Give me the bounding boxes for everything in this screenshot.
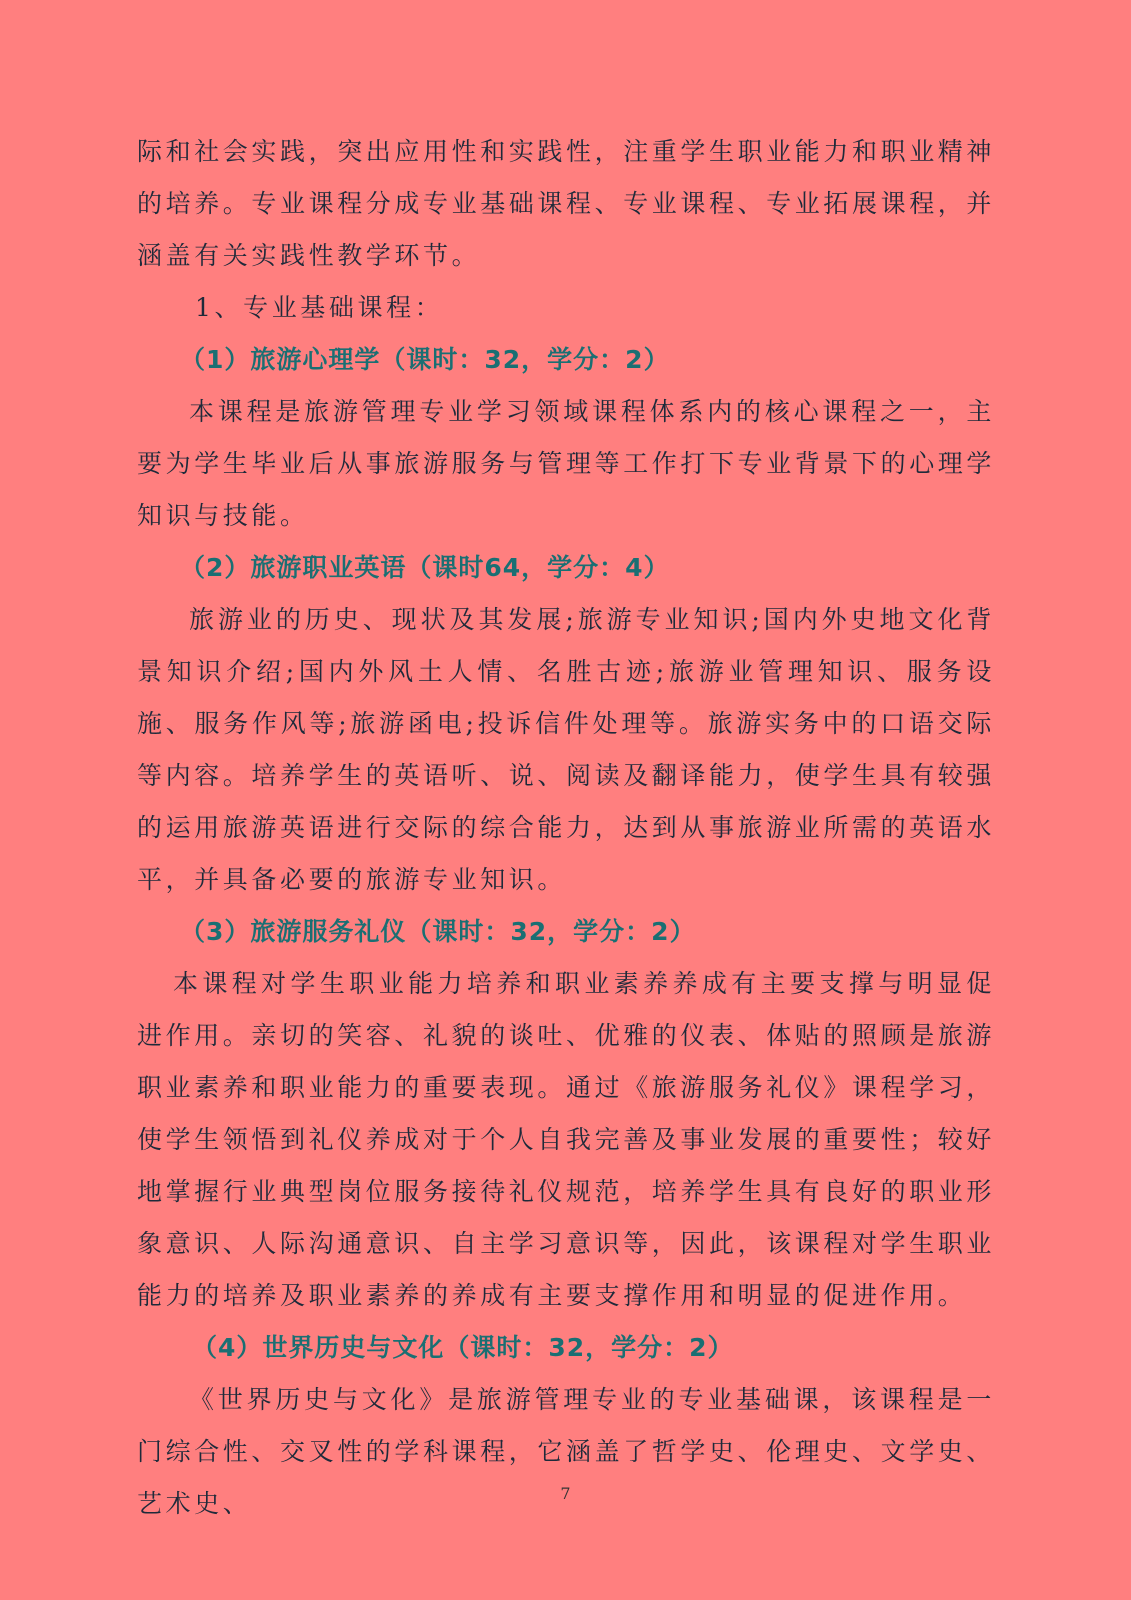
course-title-3: （3）旅游服务礼仪（课时：32，学分：2） (180, 917, 696, 946)
course-title-1: （1）旅游心理学（课时：32，学分：2） (180, 345, 670, 374)
course-description-4: 《世界历史与文化》是旅游管理专业的专业基础课，该课程是一门综合性、交叉性的学科课程，它涵盖了哲学史、伦理史、文学史、艺术史、 (137, 1385, 996, 1518)
course-title-4: （4）世界历史与文化（课时：32，学分：2） (192, 1333, 734, 1362)
page-number: 7 (560, 1484, 571, 1503)
course-description-1: 本课程是旅游管理专业学习领域课程体系内的核心课程之一，主要为学生毕业后从事旅游服务与管理等工作打下专业背景下的心理学知识与技能。 (137, 397, 996, 530)
intro-paragraph: 际和社会实践，突出应用性和实践性，注重学生职业能力和职业精神的培养。专业课程分成专业基础课程、专业课程、专业拓展课程，并涵盖有关实践性教学环节。 (137, 137, 996, 270)
section-heading: 1、专业基础课程： (195, 293, 444, 322)
course-description-2: 旅游业的历史、现状及其发展;旅游专业知识;国内外史地文化背景知识介绍;国内外风土人情、名胜古迹;旅游业管理知识、服务设施、服务作风等;旅游函电;投诉信件处理等。旅游实务中的口语交际等内容。培养学生的英语听、说、阅读及翻译能力，使学生具有较强的运用旅游英语进行交际的综合能力，达到从事旅游业所需的英语水平，并具备必要的旅游专业知识。 (137, 605, 996, 894)
course-description-3: 本课程对学生职业能力培养和职业素养养成有主要支撑与明显促进作用。亲切的笑容、礼貌的谈吐、优雅的仪表、体贴的照顾是旅游职业素养和职业能力的重要表现。通过《旅游服务礼仪》课程学习，使学生领悟到礼仪养成对于个人自我完善及事业发展的重要性；较好地掌握行业典型岗位服务接待礼仪规范，培养学生具有良好的职业形象意识、人际沟通意识、自主学习意识等，因此，该课程对学生职业能力的培养及职业素养的养成有主要支撑作用和明显的促进作用。 (137, 969, 996, 1310)
course-title-2: （2）旅游职业英语（课时64，学分：4） (180, 553, 670, 582)
